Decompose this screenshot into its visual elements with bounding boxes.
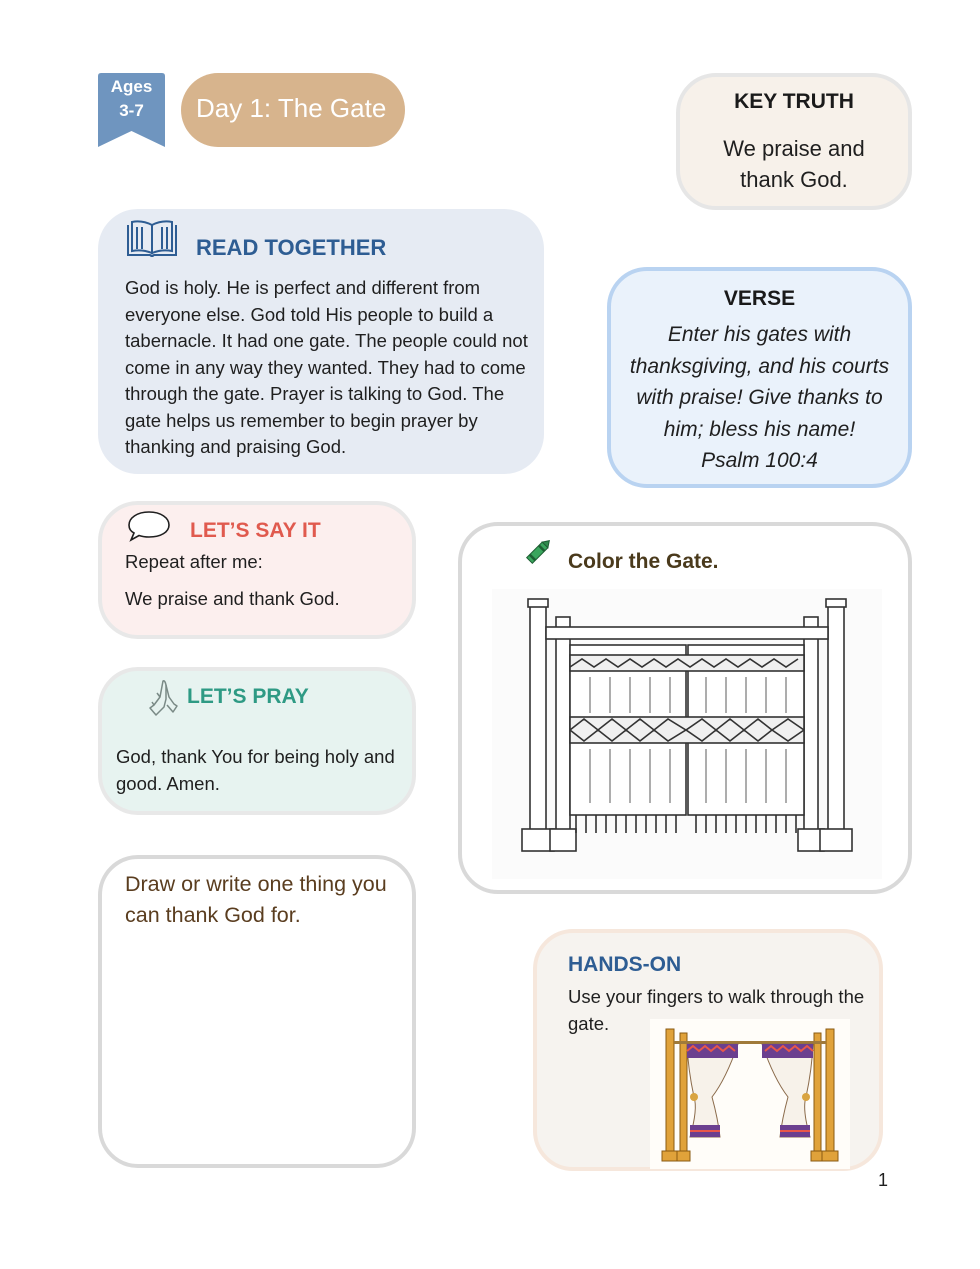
key-truth-card (676, 73, 912, 210)
lets-pray-heading: LET’S PRAY (187, 685, 309, 708)
lets-pray-text: God, thank You for being holy and good. Amen. (116, 746, 395, 794)
curtain-gate-illustration (650, 1019, 850, 1169)
draw-write-prompt: Draw or write one thing you can thank God for. (125, 872, 387, 927)
lets-say-it-instruction: Repeat after me: (125, 551, 263, 572)
lets-say-it-phrase: We praise and thank God. (125, 588, 340, 609)
open-book-icon (124, 219, 180, 264)
color-gate-heading: Color the Gate. (568, 550, 719, 573)
age-range: 3-7 (119, 101, 144, 120)
page-title: Day 1: The Gate (196, 93, 387, 123)
lets-say-it-card (98, 501, 416, 639)
age-ribbon (98, 73, 165, 147)
gate-coloring-illustration (492, 589, 882, 879)
hands-on-card (533, 929, 883, 1171)
praying-hands-icon (146, 677, 180, 722)
speech-bubble-icon (126, 509, 172, 548)
hands-on-heading: HANDS-ON (568, 953, 682, 976)
verse-reference: Psalm 100:4 (701, 449, 818, 472)
age-ribbon-text (98, 75, 165, 123)
verse-card (607, 267, 912, 488)
lets-say-it-heading: LET’S SAY IT (190, 519, 321, 542)
age-label: Ages (110, 77, 153, 96)
draw-write-card[interactable] (98, 855, 416, 1168)
key-truth-text: We praise and thank God. (723, 136, 865, 192)
read-together-text: God is holy. He is perfect and different from everyone else. God told His people to build a tabernacle. It had one gate. The people could not come in any way they wanted. They had to come through the gate. Prayer is talking to God. The gate helps us remember to begin prayer by thanking and praising God. (125, 277, 528, 457)
read-together-card (98, 209, 544, 474)
verse-text: Enter his gates with thanksgiving, and his courts with praise! Give thanks to him; bless his name! (629, 323, 890, 441)
hands-on-text: Use your fingers to walk through the gate. (568, 986, 865, 1034)
key-truth-heading: KEY TRUTH (734, 90, 854, 113)
title-pill (181, 73, 405, 147)
verse-heading: VERSE (723, 287, 796, 310)
read-together-heading: READ TOGETHER (196, 235, 387, 260)
lets-pray-card (98, 667, 416, 815)
crayon-icon (520, 534, 556, 575)
page-number: 1 (878, 1170, 889, 1190)
verse-body (621, 319, 898, 477)
color-gate-card (458, 522, 912, 894)
